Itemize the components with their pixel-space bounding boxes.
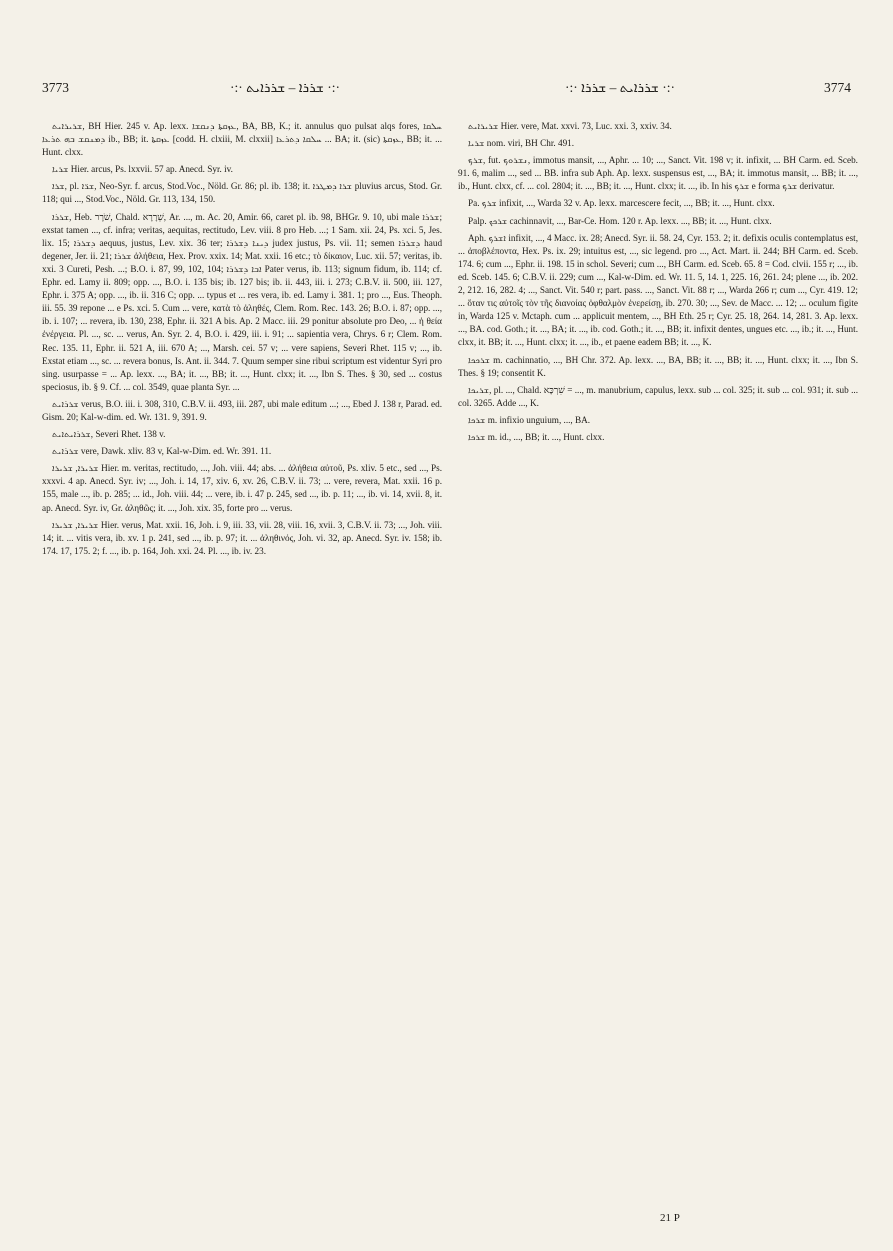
- running-head-left: ·:· ܫܪܪܐ – ܫܪܪܐܝܬ ·:·: [230, 80, 340, 95]
- page-header: [40, 80, 853, 104]
- dictionary-entry: ܫܪܪܐܝܬ verus, B.O. iii. i. 308, 310, C.B.V. ii. 493, iii. 287, ubi male editum ...; ..., Ebed J. 138 r, Parad. ed. Gism. 20; Kal-w-dim. ed. Wr. 131. 9, 391. 9.: [42, 398, 442, 422]
- dictionary-entry: ܫܪܐ, pl. ܫܪ̈ܐ, Neo-Syr. f. arcus, Stod.Voc., Nöld. Gr. 86; pl. ib. 138; it. ܫܪܐ ܕܡܛܪܐ pluvius arcus, Stod. Gr. 118; qui ..., Stod.Voc., Nöld. Gr. 113, 134, 150.: [42, 181, 442, 205]
- page-number-right: 3774: [824, 80, 851, 95]
- dictionary-entry: ܫܪܝܪܐܝܬ, BH Hier. 245 v. Ap. lexx. ܥܙܩܬܐ ܕܢܩܫܐ, BA, BB, K.; it. annulus quo pulsat alqs fores, ܚܠܩܐ ܕܡܢܩܫ ܒܗ ܬܪܥܐ ib., BB; it. ܥܙܩܬܐ [codd. H. clxiii, M. clxxii] ܚܠܩܐ ܕܬܪܥܐ ... BA; it. (sic) ܥܙܩܬܐ, BB; it. ... Hunt. clxx.: [42, 121, 442, 158]
- signature-mark: 21 P: [660, 1212, 680, 1224]
- dictionary-entry: Pa. ܫܪܟ infixit, ..., Warda 32 v. Ap. lexx. marcescere fecit, ..., BB; it. ..., Hunt. clxx.: [468, 198, 775, 209]
- dictionary-entry: ܫܪܪܐܝܬܐܝܬ, Severi Rhet. 138 v.: [52, 429, 166, 440]
- dictionary-entry: ܫܪܝܪܐ, ܫܪܝܪܐ Hier. verus, Mat. xxii. 16, Joh. i. 9, iii. 33, vii. 28, viii. 16, xvii. 3, C.B.V. ii. 73; ..., Joh. viii. 14; it. ... vitis vera, ib. xv. 1 p. 241, sed ..., ib. p. 97; it. ... ἀληθινός, Joh. vi. 32, ap. Anecd. Syr. iv. 158; ib. 174. 17, 175. 2; f. ..., ib. p. 164, Joh. xxi. 24. Pl. ..., ib. iv. 23.: [42, 519, 442, 556]
- dictionary-entry: ܫܪܝܪܐ, ܫܪܝܪܐ Hier. m. veritas, rectitudo, ..., Joh. viii. 44; abs. ... ἀλήθεια αὐτοῦ, Ps. xliv. 5 etc., sed ..., Ps. xxxvi. 4 ap. Anecd. Syr. iv; ..., Joh. i. 14, 17, xiv. 6, xv. 26, C.B.V. ii. 73; ... vere, revera, Mat. xxii. 16 p. 155, male ..., ib. p. 285; ... id., Joh. viii. 44; ... vere, ib. i. 47 p. 245, sed ..., ib. p. 11; ..., ib. vi. 14, xvii. 8, it. ap. Anecd. Syr. iv, Gr. ἀληθῶς; it. ..., Joh. xix. 35, forte pro ... verus.: [42, 463, 442, 513]
- dictionary-entry: ܫܪܟ, fut. ܢܫܪܘܟ, immotus mansit, ..., Aphr. ... 10; ..., Sanct. Vit. 198 v; it. infixit, ... BH Carm. ed. Sceb. 91. 6, malim ..., sed ... BB. infra sub Aph. Ap. lexx. suspensus est, ..., BA; it. immotus mansit, ... BB; it. ..., ib., Hunt. clxx, cf. ... col. 2804; it. ..., BB; it. ..., Hunt. clxx; it. ..., ib. In his ܫܪܟ e forma ܫܪܟ derivatur.: [458, 155, 858, 192]
- dictionary-entry: ܫܪܪܐ, Heb. שֹׁרֶר, Chald. שְׁרָרָא, Ar. ..., m. Ac. 20, Amir. 66, caret pl. ib. 98, BHGr. 9. 10, ubi male ܫܪܪܐ; exstat tamen ..., cf. infra; veritas, aequitas, rectitudo, Lev. viii. 8 pro Heb. ...; 1 Sam. xii. 24, Ps. xci. 5, Jes. lix. 15; ܕܫܪܪܐ aequus, justus, Lev. xix. 36 ter; ܕܝܢܐ ܕܫܪܪܐ judex justus, Ps. vii. 11; semen ܕܫܪܪܐ haud degener, Jer. ii. 21; ܫܪܪܐ ἀλήθεια, Hex. Prov. xxix. 14; Mat. xxii. 16 etc.; τὸ δίκαιον, Luc. xii. 57; veritas, ib. xxi. 3 Cureti, Pesh. ...; B.O. i. 87, 99, 102, 104; ܐܒܐ ܕܫܪܪܐ Pater verus, ib. 113; signum fidum, ib. 114; cf. Ephr. ed. Lamy ii. 809; opp. ..., B.O. i. 135 bis; ib. 127 bis; ib. ii. 443, iii. i. 273; C.B.V. ii. 500, iii. 127, Ephr. i. 375 A; opp. ..., ib. ii. 316 C; opp. ... typus et ... res vera, ib. ed. Lamy i. 381. 1; pro ..., Eus. Theoph. iii. 55. 39 repone ... e Ps. xci. 5. Cum ... vere, κατὰ τὸ ἀληθές, Clem. Rom. Rec. 143. 26; B.O. i. 87; opp. ..., ib. i. 107; ... revera, ib. 130, 238, Ephr. ii. 321 A bis. Ap. 2 Macc. iii. 29 ponitur absolute pro Deo, ... ἡ θεία ἐνέργεια. Pl. ..., sc. ... verus, An. Syr. 2. 4, B.O. i. 429, iii. i. 91; ... sapientia vera, Chrys. 6 r; Clem. Rom. Rec. 135. 11, Ephr. ii. 521 A, iii. 670 A; ..., Marsh. cei. 57 v; ... vere sapiens, Severi Rhet. 115 v; ..., ib. Exstat etiam ..., sc. ... revera bonus, Is. Ant. ii. 344. 7. Quum semper sine ribui scriptum est videntur Syri pro sing. usurpasse = ... Ap. lexx. ..., BA; it. ..., BB; it. ..., Hunt. clxx; it. ..., Ibn S. Thes. § 30, sed ... costus speciosus, ib. § 9. Cf. ... col. 3549, quae planta Syr. ...: [42, 211, 442, 392]
- dictionary-entry: ܫܪܝܪܐܝܬ Hier. vere, Mat. xxvi. 73, Luc. xxi. 3, xxiv. 34.: [468, 121, 672, 131]
- dictionary-entry: ܫܪܝܟܐ, pl. ..., Chald. שִׁרְכָּא = ..., m. manubrium, capulus, lexx. sub ... col. 325; it. sub ... col. 931; it. sub ... col. 3265. Adde ..., K.: [458, 384, 858, 408]
- left-column: [42, 120, 442, 1210]
- running-head-right: ·:· ܫܪܪܐܝܬ – ܫܪܪܐ ·:·: [565, 80, 675, 95]
- dictionary-entry: ܫܪܪܐܝܬ vere, Dawk. xliv. 83 v, Kal-w-Dim. ed. Wr. 391. 11.: [52, 446, 272, 457]
- dictionary-entry: Aph. ܐܫܪܟ infixit, ..., 4 Macc. ix. 28; Anecd. Syr. ii. 58. 24, Cyr. 153. 2; it. defixis oculis contemplatus est, ... ἀποβλέποντα, Hex. Ps. ix. 29; intuitus est, ..., sic legend. pro ..., Act. Mart. ii. 244; BH Carm. ed. Sceb. 174. 6; cum ..., Ephr. ii. 198. 15 in schol. Severi; cum ..., BH Carm. ed. Sceb. 65. 8 = Cod. clvii. 155 r; ..., ib. ed. Sceb. 145. 6; C.B.V. ii. 229; cum ..., Kal-w-Dim. ed. Wr. 11. 5, 14. 1, 225. 16, 261. 24; plene ..., ib. 202. 2, 212. 16, 282. 4; ..., Sanct. Vit. 540 r; part. pass. ..., Sanct. Vit. 88 r; ..., Warda 266 r; cum ..., Cyr. 419. 12; ... ὅταν τις αὐτοῖς τὸν τῆς διανοίας ὀφθαλμὸν ἐνερείσῃ, ib. 270. 30; ..., Sev. de Macc. ... 12; ... oculum figite in, Warda 125 v. Mctaph. cum ... applicuit mentem, ..., BH Eth. 25 r; Cyr. 25. 18, 264. 14, 281. 3. Ap. lexx. ..., BA. cod. Goth.; it. ..., BA; it. ..., ib. cod. Goth.; it. ..., BB; it. infixit dentes, ungues etc. ..., ib.; it. ..., Hunt. clxx, it. BB; it. ..., Hunt. clxx; it. ..., ib., et paene eadem BB; it. ..., K.: [458, 232, 858, 348]
- dictionary-entry: Palp. ܫܪܟܟ cachinnavit, ..., Bar-Ce. Hom. 120 r. Ap. lexx. ..., BB; it. ..., Hunt. clxx.: [468, 215, 772, 226]
- dictionary-entry: ܫܪܝܐ Hier. arcus, Ps. lxxvii. 57 ap. Anecd. Syr. iv.: [52, 164, 233, 175]
- page-number-left: 3773: [42, 80, 69, 95]
- dictionary-entry: ܫܪܟܟܐ m. cachinnatio, ..., BH Chr. 372. Ap. lexx. ..., BA, BB; it. ..., BB; it. ..., Hunt. clxx; it. ..., Ibn S. Thes. § 19; consentit K.: [458, 354, 858, 378]
- dictionary-entry: ܫܪܟܐ m. id., ..., BB; it. ..., Hunt. clxx.: [468, 431, 605, 442]
- right-column: [458, 120, 858, 1210]
- dictionary-entry: ܫܪܟܐ m. infixio unguium, ..., BA.: [468, 414, 591, 425]
- dictionary-entry: ܫܪܝܐ nom. viri, BH Chr. 491.: [468, 138, 575, 149]
